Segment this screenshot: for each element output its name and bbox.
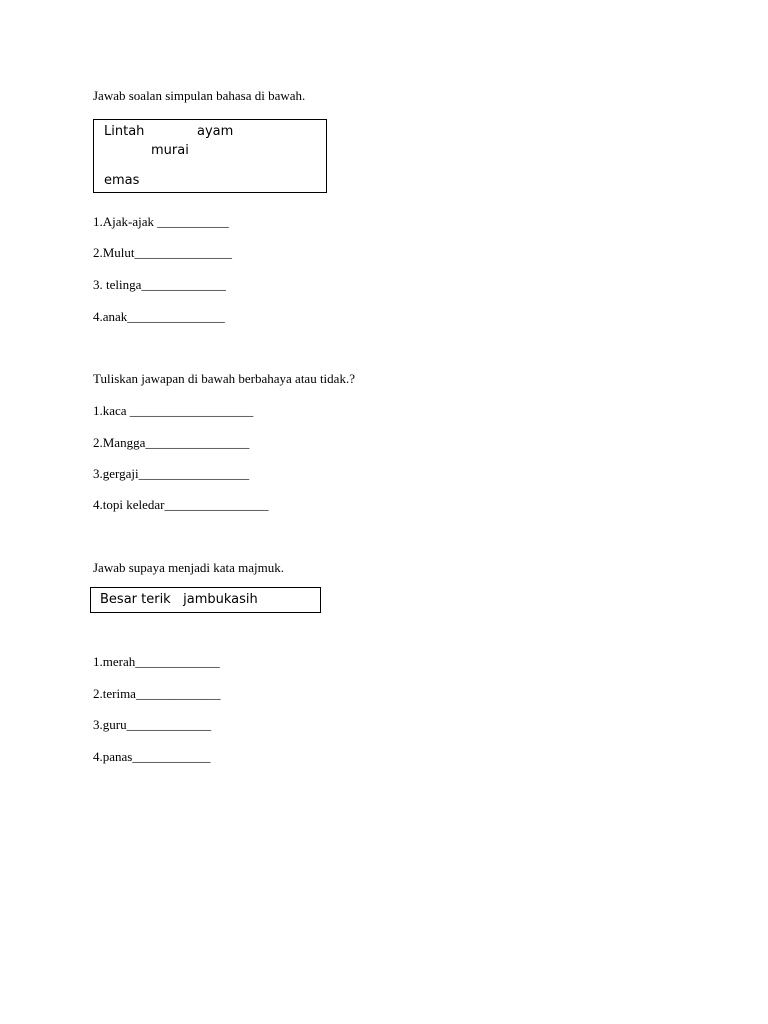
section3-instruction: Jawab supaya menjadi kata majmuk.	[93, 560, 284, 575]
section2-question-4: 4.topi keledar________________	[93, 497, 269, 512]
section1-question-4: 4.anak_______________	[93, 309, 225, 324]
word-box-2-words: Besar terik jambukasih	[100, 592, 258, 607]
section2-instruction: Tuliskan jawapan di bawah berbahaya atau tidak.?	[93, 371, 355, 386]
section2-question-1: 1.kaca ___________________	[93, 403, 254, 418]
word-box-1-word-ayam: ayam	[197, 124, 234, 139]
section1-question-2: 2.Mulut_______________	[93, 245, 233, 260]
word-box-1-word-emas: emas	[104, 173, 140, 188]
section3-question-2: 2.terima_____________	[93, 686, 221, 701]
word-box-1-word-lintah: Lintah	[104, 124, 145, 139]
word-box-1-word-murai: murai	[151, 143, 189, 158]
section1-instruction: Jawab soalan simpulan bahasa di bawah.	[93, 88, 306, 103]
word-box-1	[93, 119, 327, 193]
section2-question-3: 3.gergaji_________________	[93, 466, 250, 481]
section2-question-2: 2.Mangga________________	[93, 435, 250, 450]
word-box-2	[90, 587, 321, 613]
section3-question-4: 4.panas____________	[93, 749, 211, 764]
section3-question-3: 3.guru_____________	[93, 717, 212, 732]
section3-question-1: 1.merah_____________	[93, 654, 220, 669]
section1-question-1: 1.Ajak-ajak ___________	[93, 214, 229, 229]
section1-question-3: 3. telinga_____________	[93, 277, 226, 292]
